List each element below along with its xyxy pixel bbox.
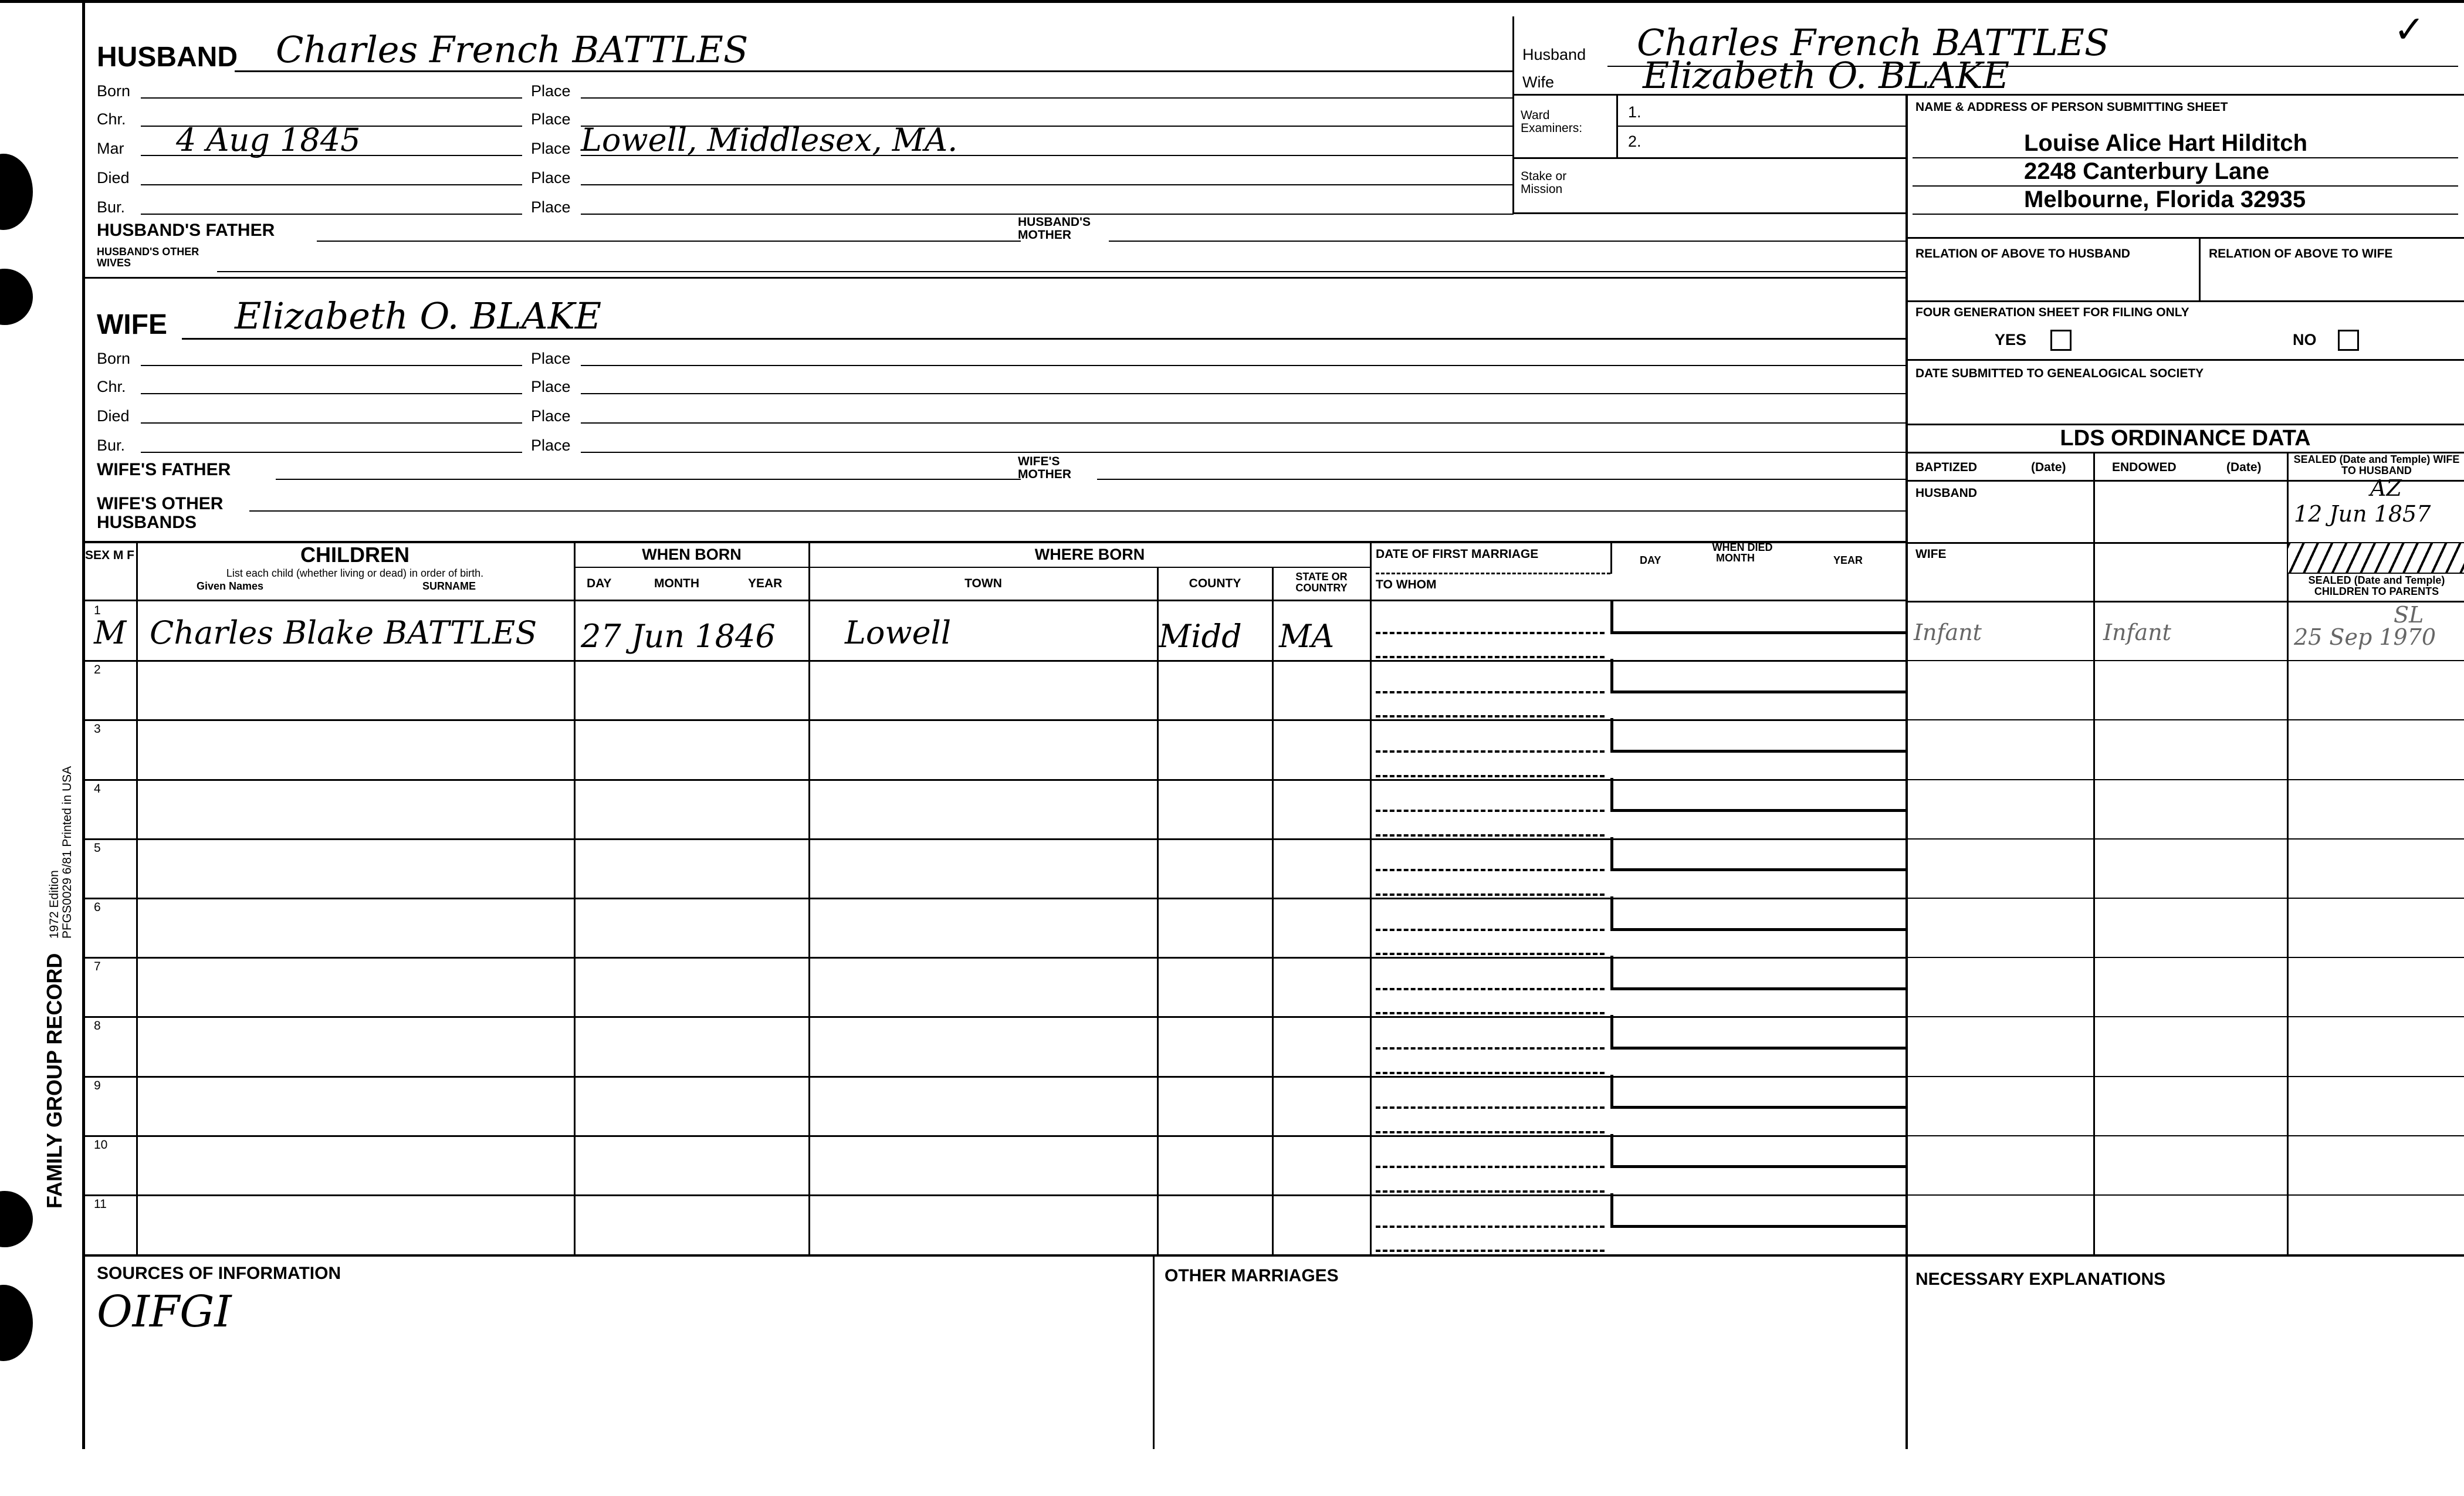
died-box[interactable]: [1610, 956, 1907, 990]
box-line: [1512, 157, 1907, 159]
wifes-other-husbands-label: HUSBANDS: [97, 513, 197, 532]
row-number: 2: [94, 663, 101, 677]
row-number: 9: [94, 1078, 101, 1092]
place-line: [581, 97, 1514, 99]
wife-bur-label: Bur.: [97, 436, 126, 454]
place-line: [581, 393, 1907, 394]
row-number: 4: [94, 781, 101, 796]
husband-died-label: Died: [97, 169, 130, 187]
child1-state[interactable]: MA: [1279, 618, 1335, 655]
wife-died-label: Died: [97, 407, 130, 425]
died-box[interactable]: [1610, 1193, 1907, 1228]
examiner-2[interactable]: 2.: [1628, 133, 1641, 150]
submitter-city[interactable]: Melbourne, Florida 32935: [2024, 187, 2306, 212]
section-line: [1907, 424, 2464, 425]
year-label: YEAR: [748, 577, 783, 590]
date-line: [141, 422, 522, 424]
address-line: [1913, 214, 2458, 215]
first-marriage-label: DATE OF FIRST MARRIAGE: [1376, 547, 1539, 561]
marriage-dash-line: [1376, 893, 1605, 896]
punch-hole: [0, 154, 33, 230]
header-line: [808, 567, 1370, 568]
lds-row-divider: [1907, 1076, 2464, 1077]
box-left: [1512, 16, 1514, 214]
children-sub-label: List each child (whether living or dead) in order of birth.: [226, 567, 484, 579]
wifes-mother-label: WIFE'S MOTHER: [1018, 455, 1071, 481]
died-box[interactable]: [1610, 1134, 1907, 1169]
when-died-label: WHEN DIED: [1712, 541, 1773, 553]
lds-row-divider: [1907, 1194, 2464, 1196]
underline: [182, 338, 1907, 340]
four-gen-label: FOUR GENERATION SHEET FOR FILING ONLY: [1915, 306, 2189, 319]
marriage-dash-line: [1376, 691, 1605, 693]
marriage-dash-line: [1376, 988, 1605, 990]
box-bottom: [1512, 212, 1907, 214]
ward-examiners-label: Ward Examiners:: [1521, 109, 1583, 135]
section-line: [1907, 237, 2464, 239]
husbands-father-label: HUSBAND'S FATHER: [97, 221, 275, 240]
child1-sealed-note[interactable]: SL: [2394, 602, 2424, 628]
sex-label: SEX M F: [84, 549, 134, 562]
stake-mission-label: Stake or Mission: [1521, 170, 1567, 196]
husband-marriage-place[interactable]: Lowell, Middlesex, MA.: [581, 121, 958, 158]
print-code: PFGS0029 6/81 Printed in USA: [60, 766, 74, 939]
date-line: [141, 97, 522, 99]
date-line: [141, 393, 522, 394]
yes-label: YES: [1995, 331, 2027, 348]
place-label: Place: [531, 350, 571, 367]
state-label: STATE OR COUNTRY: [1295, 571, 1348, 594]
child1-endowed[interactable]: Infant: [2103, 620, 2171, 645]
father-line: [276, 479, 1021, 480]
marriage-dash-line: [1376, 1072, 1605, 1074]
sealed-husband-date[interactable]: 12 Jun 1857: [2294, 501, 2431, 527]
place-line: [581, 365, 1907, 366]
baptized-label: BAPTIZED: [1915, 461, 1977, 474]
child1-sex[interactable]: M: [94, 614, 127, 651]
died-day-label: DAY: [1640, 554, 1661, 566]
row-number: 1: [94, 604, 101, 617]
lds-row-divider: [1907, 660, 2464, 661]
lds-husband-label: HUSBAND: [1915, 486, 1977, 500]
died-year-label: YEAR: [1833, 554, 1863, 566]
marriage-dash-line: [1376, 750, 1605, 753]
lds-line: [1907, 601, 2464, 603]
sealed-wife-label: SEALED (Date and Temple) WIFE TO HUSBAND: [2293, 453, 2460, 476]
marriage-dash-line: [1376, 1131, 1605, 1133]
place-label: Place: [531, 198, 571, 216]
lds-line: [2287, 573, 2464, 574]
child1-sealed[interactable]: 25 Sep 1970: [2294, 624, 2436, 650]
endowed-date-label: (Date): [2226, 461, 2262, 474]
place-label: Place: [531, 378, 571, 395]
row-number: 6: [94, 901, 101, 914]
husband-name[interactable]: Charles French BATTLES: [276, 28, 749, 71]
row-number: 8: [94, 1019, 101, 1033]
necessary-explanations-label: NECESSARY EXPLANATIONS: [1915, 1270, 2166, 1289]
place-line: [581, 214, 1514, 215]
examiner-line: [1616, 126, 1905, 127]
husband-born-label: Born: [97, 82, 131, 100]
edition-label: 1972 Edition: [48, 870, 61, 939]
row-number: 10: [94, 1138, 108, 1152]
relation-wife-label: RELATION OF ABOVE TO WIFE: [2209, 247, 2393, 260]
table-bottom: [82, 1254, 2464, 1257]
mother-line: [1109, 241, 1907, 242]
lds-row-divider: [1907, 719, 2464, 720]
given-names-label: Given Names: [197, 580, 264, 592]
submitter-label: NAME & ADDRESS OF PERSON SUBMITTING SHEET: [1915, 100, 2228, 114]
box-husband-label: Husband: [1522, 46, 1586, 63]
place-label: Place: [531, 140, 571, 157]
date-submitted-label: DATE SUBMITTED TO GENEALOGICAL SOCIETY: [1915, 367, 2204, 380]
baptized-date-label: (Date): [2031, 461, 2066, 474]
yes-checkbox[interactable]: [2050, 330, 2072, 351]
footer-divider: [1153, 1255, 1155, 1449]
died-box[interactable]: [1610, 718, 1907, 753]
lds-row-divider: [1907, 779, 2464, 780]
mother-line: [1097, 479, 1907, 480]
marriage-dash-line: [1376, 775, 1605, 777]
child1-name[interactable]: Charles Blake BATTLES: [150, 614, 537, 651]
left-frame: [82, 0, 85, 1449]
other-husbands-line: [249, 510, 1907, 512]
where-born-label: WHERE BORN: [1034, 546, 1145, 563]
wife-heading: WIFE: [97, 309, 167, 340]
died-divider: [1610, 541, 1612, 574]
punch-hole: [0, 269, 33, 325]
when-born-label: WHEN BORN: [642, 546, 742, 563]
no-checkbox[interactable]: [2338, 330, 2359, 351]
children-label: CHILDREN: [300, 543, 409, 567]
wifes-other-label: WIFE'S OTHER: [97, 494, 224, 513]
marriage-dash-line: [1376, 869, 1605, 871]
row-number: 7: [94, 960, 101, 974]
child1-town[interactable]: Lowell: [845, 614, 952, 651]
date-line: [141, 452, 522, 453]
other-marriages-label: OTHER MARRIAGES: [1165, 1266, 1339, 1285]
submitter-street[interactable]: 2248 Canterbury Lane: [2024, 158, 2269, 184]
row-number: 11: [94, 1197, 107, 1211]
husband-bur-label: Bur.: [97, 198, 126, 216]
top-edge: [0, 0, 2464, 3]
examiner-1[interactable]: 1.: [1628, 103, 1641, 121]
wife-name[interactable]: Elizabeth O. BLAKE: [235, 295, 602, 337]
month-label: MONTH: [654, 577, 699, 590]
form-title: FAMILY GROUP RECORD: [42, 953, 66, 1209]
marriage-dash-line: [1376, 1047, 1605, 1050]
sealed-note[interactable]: AZ: [2370, 475, 2402, 501]
surname-label: SURNAME: [422, 580, 476, 592]
relation-divider: [2199, 237, 2201, 302]
marriage-dash-line: [1376, 929, 1605, 931]
date-line: [141, 365, 522, 366]
died-month-label: MONTH: [1716, 552, 1755, 564]
lds-title: LDS ORDINANCE DATA: [2060, 426, 2311, 451]
place-label: Place: [531, 436, 571, 454]
box-line: [1512, 94, 2464, 96]
marriage-dash-line: [1376, 1166, 1605, 1168]
to-whom-label: TO WHOM: [1376, 578, 1437, 591]
place-label: Place: [531, 82, 571, 100]
box-wife-label: Wife: [1522, 73, 1554, 91]
col-line: [1272, 567, 1274, 1255]
marriage-dash-line: [1376, 953, 1605, 955]
child1-baptized[interactable]: Infant: [1914, 620, 1982, 645]
marriage-dash-line: [1376, 1226, 1605, 1228]
sources-value[interactable]: OIFGI: [97, 1287, 232, 1337]
place-line: [581, 452, 1907, 453]
place-line: [581, 422, 1907, 424]
sealed-children-label: SEALED (Date and Temple) CHILDREN TO PARENTS: [2308, 574, 2445, 597]
died-box[interactable]: [1610, 659, 1907, 693]
right-column-divider: [1905, 94, 1908, 1449]
marriage-dash-line: [1376, 1190, 1605, 1193]
date-line: [141, 184, 522, 185]
husband-chr-label: Chr.: [97, 110, 126, 128]
marriage-dash-line: [1376, 715, 1605, 717]
husband-heading: HUSBAND: [97, 42, 238, 73]
marriage-dash-line: [1376, 632, 1605, 634]
dash-line: [1376, 573, 1610, 574]
check-mark: ✓: [2394, 8, 2425, 50]
other-wives-line: [217, 271, 1907, 272]
no-label: NO: [2293, 331, 2317, 348]
child1-born[interactable]: 27 Jun 1846: [581, 618, 776, 655]
marriage-dash-line: [1376, 1106, 1605, 1109]
hatched-area: [2288, 543, 2464, 573]
husbands-mother-label: HUSBAND'S MOTHER: [1018, 215, 1091, 242]
place-line: [581, 184, 1514, 185]
town-label: TOWN: [964, 577, 1002, 590]
place-label: Place: [531, 169, 571, 187]
box-husband-name[interactable]: Charles French BATTLES: [1637, 21, 2110, 64]
marriage-dash-line: [1376, 834, 1605, 837]
lds-wife-label: WIFE: [1915, 547, 1947, 561]
marriage-dash-line: [1376, 656, 1605, 658]
punch-hole: [0, 1285, 33, 1361]
died-box[interactable]: [1610, 837, 1907, 872]
husband-mar-label: Mar: [97, 140, 124, 157]
lds-row-divider: [1907, 1135, 2464, 1136]
wife-chr-label: Chr.: [97, 378, 126, 395]
lds-row-divider: [1907, 838, 2464, 840]
row-number: 3: [94, 722, 101, 736]
section-line: [1907, 359, 2464, 361]
child1-county[interactable]: Midd: [1159, 618, 1242, 655]
father-line: [317, 241, 1021, 242]
lds-row-divider: [1907, 1016, 2464, 1017]
date-line: [141, 214, 522, 215]
marriage-dash-line: [1376, 810, 1605, 812]
wife-born-label: Born: [97, 350, 131, 367]
died-box[interactable]: [1610, 1015, 1907, 1050]
county-label: COUNTY: [1189, 577, 1241, 590]
box-wife-name[interactable]: Elizabeth O. BLAKE: [1643, 54, 2010, 97]
died-box[interactable]: [1610, 1075, 1907, 1109]
marriage-dash-line: [1376, 1012, 1605, 1014]
died-box[interactable]: [1610, 778, 1907, 813]
lds-row-divider: [1907, 957, 2464, 958]
sources-label: SOURCES OF INFORMATION: [97, 1264, 341, 1283]
col-line: [1157, 567, 1159, 1255]
died-box[interactable]: [1610, 600, 1907, 634]
marriage-dash-line: [1376, 1250, 1605, 1252]
wifes-father-label: WIFE'S FATHER: [97, 460, 231, 479]
husbands-other-wives-label: HUSBAND'S OTHER WIVES: [97, 246, 199, 269]
endowed-label: ENDOWED: [2112, 461, 2177, 474]
submitter-name[interactable]: Louise Alice Hart Hilditch: [2024, 130, 2308, 156]
relation-husband-label: RELATION OF ABOVE TO HUSBAND: [1915, 247, 2130, 260]
punch-hole: [0, 1191, 33, 1247]
place-label: Place: [531, 407, 571, 425]
section-divider: [82, 277, 1907, 279]
lds-row-divider: [1907, 898, 2464, 899]
section-line: [1907, 300, 2464, 302]
place-label: Place: [531, 110, 571, 128]
died-box[interactable]: [1610, 896, 1907, 931]
day-label: DAY: [587, 577, 612, 590]
husband-marriage-date[interactable]: 4 Aug 1845: [176, 121, 361, 158]
row-number: 5: [94, 841, 101, 855]
